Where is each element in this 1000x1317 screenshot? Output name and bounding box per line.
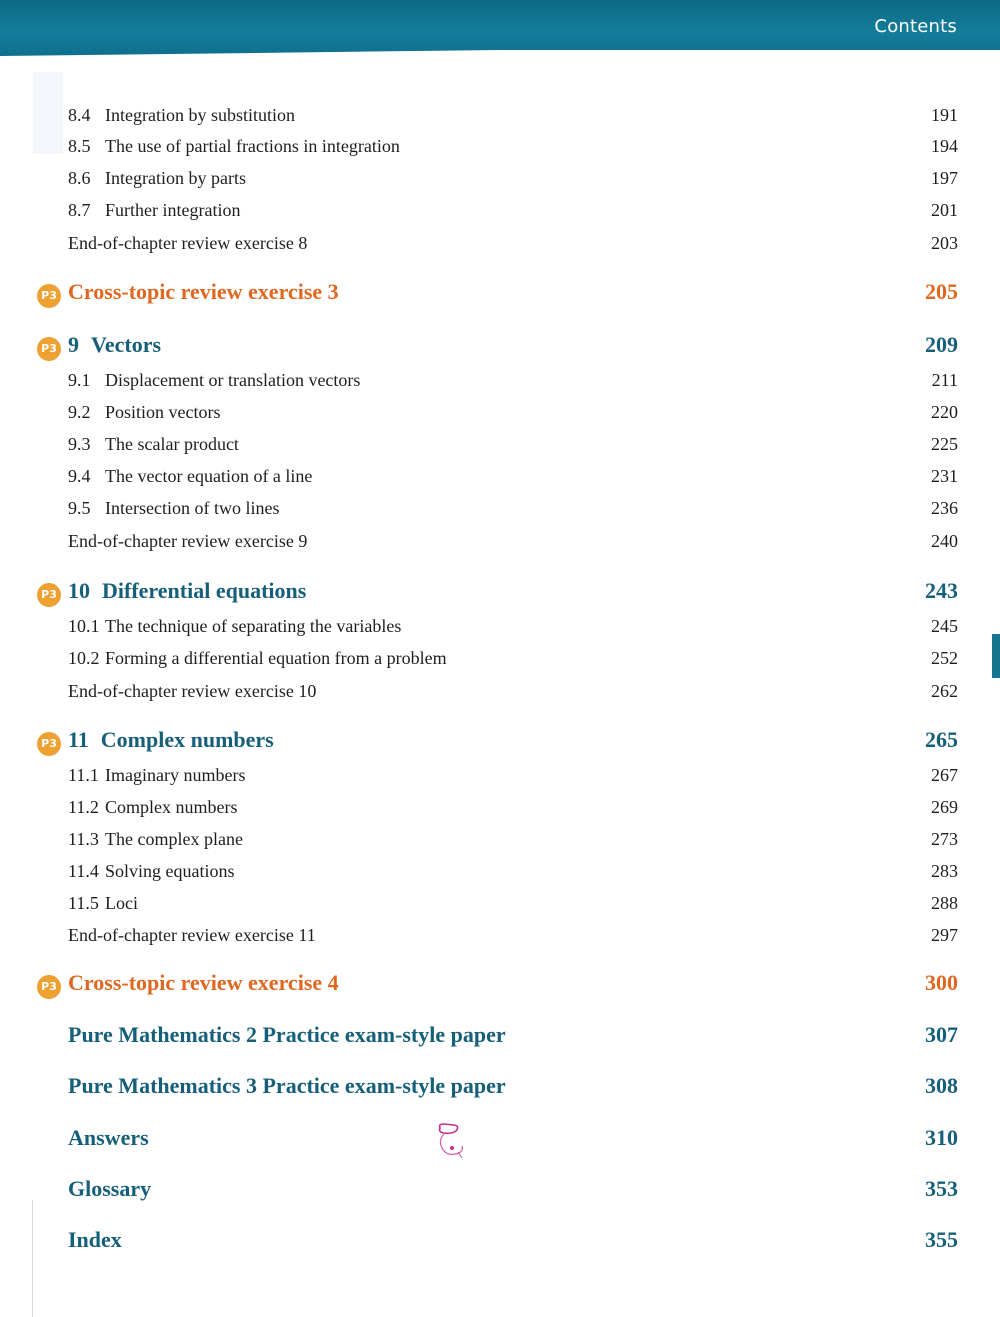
toc-section-entry xyxy=(0,889,1000,919)
entry-label xyxy=(68,200,240,221)
entry-title: Pure Mathematics 2 Practice exam-style paper xyxy=(68,1022,506,1047)
entry-number: 8.7 xyxy=(68,200,91,220)
entry-title: Answers xyxy=(68,1125,149,1150)
entry-page-number: 310 xyxy=(925,1125,958,1150)
entry-label xyxy=(68,1073,506,1099)
entry-label xyxy=(68,1125,149,1151)
entry-page-number: 265 xyxy=(925,727,958,752)
entry-title: Displacement or translation vectors xyxy=(105,370,361,390)
entry-label xyxy=(68,925,316,946)
toc-section-entry xyxy=(0,430,1000,460)
entry-label xyxy=(68,648,447,669)
toc-section-entry xyxy=(0,921,1000,951)
entry-title: Imaginary numbers xyxy=(105,765,246,785)
entry-page-number: 236 xyxy=(931,498,958,518)
entry-page-number: 191 xyxy=(931,105,958,125)
entry-title: Forming a differential equation from a problem xyxy=(105,648,447,668)
entry-page-number: 288 xyxy=(931,893,958,913)
entry-title: Index xyxy=(68,1227,122,1252)
entry-title: Complex numbers xyxy=(105,797,238,817)
toc-section-entry xyxy=(0,612,1000,642)
entry-label xyxy=(68,466,312,487)
entry-label xyxy=(68,1227,122,1253)
entry-title: Position vectors xyxy=(105,402,221,422)
entry-title: Differential equations xyxy=(102,578,307,603)
toc-backmatter-entry xyxy=(0,1176,1000,1206)
entry-title: Loci xyxy=(105,893,138,913)
entry-title: Integration by substitution xyxy=(105,105,295,125)
entry-number: 9.2 xyxy=(68,402,91,422)
entry-title: End-of-chapter review exercise 9 xyxy=(68,531,308,551)
entry-title: The technique of separating the variables xyxy=(105,616,402,636)
entry-label xyxy=(68,1176,151,1202)
entry-number: 9 xyxy=(68,332,79,357)
toc-section-entry xyxy=(0,825,1000,855)
toc-section-entry xyxy=(0,229,1000,259)
p3-badge-icon: P3 xyxy=(37,337,61,361)
entry-label xyxy=(68,578,306,604)
entry-title: End-of-chapter review exercise 11 xyxy=(68,925,316,945)
entry-number: 8.6 xyxy=(68,168,91,188)
toc-backmatter-entry xyxy=(0,1022,1000,1052)
entry-title: End-of-chapter review exercise 8 xyxy=(68,233,308,253)
entry-title: The vector equation of a line xyxy=(105,466,313,486)
entry-page-number: 209 xyxy=(925,332,958,357)
entry-number: 8.4 xyxy=(68,105,91,125)
toc-backmatter-entry xyxy=(0,1073,1000,1103)
toc-section-entry xyxy=(0,132,1000,162)
entry-label xyxy=(68,332,161,358)
entry-title: End-of-chapter review exercise 10 xyxy=(68,681,317,701)
entry-label xyxy=(68,498,279,519)
entry-label xyxy=(68,370,360,391)
entry-label xyxy=(68,616,401,637)
entry-page-number: 267 xyxy=(931,765,958,785)
entry-page-number: 243 xyxy=(925,578,958,603)
toc-backmatter-entry xyxy=(0,1227,1000,1257)
entry-title: The scalar product xyxy=(105,434,239,454)
entry-page-number: 283 xyxy=(931,861,958,881)
entry-page-number: 205 xyxy=(925,279,958,304)
entry-number: 9.4 xyxy=(68,466,91,486)
entry-number: 11.5 xyxy=(68,893,99,913)
entry-page-number: 355 xyxy=(925,1227,958,1252)
entry-page-number: 300 xyxy=(925,970,958,995)
entry-label xyxy=(68,765,245,786)
entry-number: 10.2 xyxy=(68,648,100,668)
entry-page-number: 245 xyxy=(931,616,958,636)
entry-number: 9.5 xyxy=(68,498,91,518)
entry-label xyxy=(68,233,307,254)
entry-title: Integration by parts xyxy=(105,168,246,188)
entry-number: 8.5 xyxy=(68,136,91,156)
entry-title: The complex plane xyxy=(105,829,243,849)
entry-page-number: 220 xyxy=(931,402,958,422)
entry-page-number: 197 xyxy=(931,168,958,188)
toc-section-entry xyxy=(0,527,1000,557)
entry-number: 10 xyxy=(68,578,90,603)
entry-number: 9.3 xyxy=(68,434,91,454)
entry-title: The use of partial fractions in integration xyxy=(105,136,400,156)
entry-title: Intersection of two lines xyxy=(105,498,280,518)
p3-badge-icon: P3 xyxy=(37,583,61,607)
entry-page-number: 297 xyxy=(931,925,958,945)
toc-cross-topic-entry xyxy=(0,970,1000,1000)
entry-label xyxy=(68,893,138,914)
entry-page-number: 273 xyxy=(931,829,958,849)
p3-badge-icon: P3 xyxy=(37,732,61,756)
entry-page-number: 201 xyxy=(931,200,958,220)
entry-title: Vectors xyxy=(91,332,162,357)
entry-page-number: 269 xyxy=(931,797,958,817)
ink-stamp-mark xyxy=(432,1122,468,1164)
entry-number: 10.1 xyxy=(68,616,100,636)
entry-label xyxy=(68,531,307,552)
entry-page-number: 194 xyxy=(931,136,958,156)
entry-page-number: 211 xyxy=(931,370,958,390)
entry-page-number: 240 xyxy=(931,531,958,551)
toc-section-entry xyxy=(0,494,1000,524)
toc-section-entry xyxy=(0,677,1000,707)
entry-page-number: 252 xyxy=(931,648,958,668)
entry-label xyxy=(68,861,235,882)
entry-label xyxy=(68,402,221,423)
toc-section-entry xyxy=(0,793,1000,823)
toc-section-entry xyxy=(0,761,1000,791)
entry-page-number: 308 xyxy=(925,1073,958,1098)
entry-number: 11.4 xyxy=(68,861,99,881)
entry-page-number: 353 xyxy=(925,1176,958,1201)
page-edge-rule xyxy=(32,1200,33,1317)
entry-number: 11 xyxy=(68,727,89,752)
toc-chapter-entry xyxy=(0,332,1000,362)
entry-label xyxy=(68,970,339,996)
entry-label xyxy=(68,829,243,850)
entry-page-number: 262 xyxy=(931,681,958,701)
entry-label xyxy=(68,797,238,818)
entry-label xyxy=(68,168,246,189)
entry-title: Solving equations xyxy=(105,861,235,881)
toc-chapter-entry xyxy=(0,578,1000,608)
entry-page-number: 231 xyxy=(931,466,958,486)
toc-section-entry xyxy=(0,462,1000,492)
toc-backmatter-entry xyxy=(0,1125,1000,1155)
toc-section-entry xyxy=(0,101,1000,131)
entry-title: Complex numbers xyxy=(100,727,274,752)
entry-title: Cross-topic review exercise 4 xyxy=(68,970,339,995)
entry-title: Glossary xyxy=(68,1176,152,1201)
toc-section-entry xyxy=(0,366,1000,396)
toc-section-entry xyxy=(0,196,1000,226)
toc-section-entry xyxy=(0,857,1000,887)
entry-page-number: 225 xyxy=(931,434,958,454)
entry-number: 11.2 xyxy=(68,797,99,817)
p3-badge-icon: P3 xyxy=(37,975,61,999)
toc-chapter-entry xyxy=(0,727,1000,757)
entry-label xyxy=(68,1022,506,1048)
toc-cross-topic-entry xyxy=(0,279,1000,309)
toc-section-entry xyxy=(0,164,1000,194)
entry-label xyxy=(68,681,316,702)
entry-label xyxy=(68,105,295,126)
entry-label xyxy=(68,136,400,157)
entry-number: 11.3 xyxy=(68,829,99,849)
entry-label xyxy=(68,279,339,305)
toc-section-entry xyxy=(0,644,1000,674)
entry-title: Cross-topic review exercise 3 xyxy=(68,279,339,304)
header-bar xyxy=(0,0,1000,56)
p3-badge-icon: P3 xyxy=(37,284,61,308)
entry-label xyxy=(68,434,239,455)
page-title: Contents xyxy=(874,16,957,37)
toc-section-entry xyxy=(0,398,1000,428)
entry-title: Pure Mathematics 3 Practice exam-style paper xyxy=(68,1073,506,1098)
entry-number: 9.1 xyxy=(68,370,91,390)
entry-page-number: 307 xyxy=(925,1022,958,1047)
entry-number: 11.1 xyxy=(68,765,99,785)
entry-title: Further integration xyxy=(105,200,241,220)
entry-label xyxy=(68,727,274,753)
entry-page-number: 203 xyxy=(931,233,958,253)
